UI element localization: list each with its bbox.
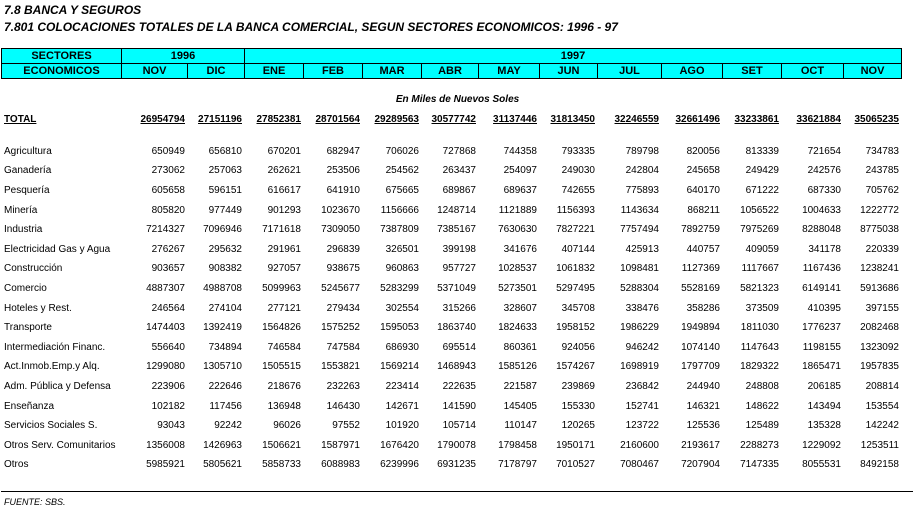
- row-value: 675665: [385, 184, 419, 196]
- row-value: 248808: [745, 380, 779, 392]
- row-value: 2193617: [681, 439, 720, 451]
- row-value: 977449: [208, 204, 242, 216]
- row-value: 8288048: [802, 224, 841, 236]
- row-value: 1238241: [860, 263, 899, 275]
- sector-row: [1, 338, 901, 358]
- row-value: 1776237: [802, 322, 841, 334]
- row-value: 35065235: [854, 113, 899, 125]
- row-value: 1143634: [620, 204, 659, 216]
- row-label: Enseñanza: [4, 400, 55, 412]
- row-value: 249030: [561, 165, 595, 177]
- sector-row: [1, 299, 901, 319]
- row-value: 1305710: [203, 361, 242, 373]
- row-value: 315266: [442, 302, 476, 314]
- row-value: 1074140: [681, 341, 720, 353]
- row-value: 5805621: [203, 459, 242, 471]
- header-month: DIC: [188, 64, 245, 79]
- row-value: 1587971: [321, 439, 360, 451]
- row-value: 1957835: [860, 361, 899, 373]
- row-value: 232263: [326, 380, 360, 392]
- row-value: 7080467: [620, 459, 659, 471]
- row-value: 1824633: [498, 322, 537, 334]
- row-value: 120265: [561, 420, 595, 432]
- row-value: 110147: [504, 420, 537, 432]
- row-value: 1569214: [380, 361, 419, 373]
- row-value: 960863: [385, 263, 419, 275]
- row-value: 117456: [209, 400, 242, 412]
- row-value: 302554: [385, 302, 419, 314]
- row-value: 410395: [807, 302, 841, 314]
- header-year-1996: 1996: [122, 49, 245, 64]
- row-value: 7178797: [498, 459, 537, 471]
- row-value: 152741: [625, 400, 659, 412]
- row-value: 296839: [326, 243, 360, 255]
- row-value: 239869: [561, 380, 595, 392]
- header-month: SET: [723, 64, 782, 79]
- row-value: 295632: [208, 243, 242, 255]
- row-value: 249429: [745, 165, 779, 177]
- row-value: 291961: [267, 243, 301, 255]
- row-value: 1505515: [262, 361, 301, 373]
- row-value: 616617: [267, 184, 301, 196]
- row-value: 1121889: [498, 204, 537, 216]
- row-value: 860361: [503, 341, 537, 353]
- row-value: 1028537: [498, 263, 537, 275]
- row-label: TOTAL: [4, 113, 37, 125]
- row-value: 97552: [332, 420, 360, 432]
- row-value: 1506621: [262, 439, 301, 451]
- sector-row: [1, 142, 901, 162]
- row-value: 254097: [503, 165, 537, 177]
- row-value: 1356008: [146, 439, 185, 451]
- row-value: 1564826: [262, 322, 301, 334]
- row-value: 223414: [385, 380, 419, 392]
- source-note: FUENTE: SBS.: [4, 497, 66, 507]
- row-value: 222646: [208, 380, 242, 392]
- row-value: 397155: [865, 302, 899, 314]
- sector-row: [1, 436, 901, 456]
- row-value: 1156666: [380, 204, 419, 216]
- row-value: 813339: [745, 145, 779, 157]
- row-value: 1829322: [740, 361, 779, 373]
- row-value: 32661496: [675, 113, 720, 125]
- row-label: Servicios Sociales S.: [4, 420, 98, 432]
- row-value: 218676: [267, 380, 301, 392]
- row-value: 407144: [561, 243, 595, 255]
- header-month: MAY: [479, 64, 540, 79]
- row-value: 31137446: [493, 113, 537, 125]
- row-value: 805820: [151, 204, 185, 216]
- row-value: 1949894: [681, 322, 720, 334]
- row-value: 373509: [745, 302, 779, 314]
- row-value: 1222772: [860, 204, 899, 216]
- row-value: 596151: [208, 184, 242, 196]
- row-value: 26954794: [140, 113, 185, 125]
- row-value: 605658: [151, 184, 185, 196]
- row-value: 125489: [745, 420, 779, 432]
- row-value: 1147643: [740, 341, 779, 353]
- row-value: 29289563: [374, 113, 419, 125]
- row-value: 1676420: [380, 439, 419, 451]
- table-title: 7.801 COLOCACIONES TOTALES DE LA BANCA COMERCIAL, SEGUN SECTORES ECONOMICOS: 1996 - 97: [4, 20, 618, 34]
- row-value: 1986229: [620, 322, 659, 334]
- row-label: Comercio: [4, 282, 47, 294]
- row-value: 425913: [625, 243, 659, 255]
- row-value: 908382: [208, 263, 242, 275]
- row-value: 789798: [625, 145, 659, 157]
- row-value: 222635: [442, 380, 476, 392]
- row-value: 242576: [807, 165, 841, 177]
- row-value: 4988708: [203, 282, 242, 294]
- section-title: 7.8 BANCA Y SEGUROS: [4, 3, 142, 17]
- row-value: 5273501: [498, 282, 537, 294]
- row-label: Electricidad Gas y Agua: [4, 243, 111, 255]
- row-value: 820056: [686, 145, 720, 157]
- sector-row: [1, 240, 901, 260]
- row-value: 123722: [625, 420, 659, 432]
- row-value: 1553821: [321, 361, 360, 373]
- row-value: 254562: [385, 165, 419, 177]
- row-value: 276267: [151, 243, 185, 255]
- header-table: [1, 48, 902, 79]
- row-value: 141590: [442, 400, 476, 412]
- row-value: 409059: [745, 243, 779, 255]
- row-value: 136948: [267, 400, 301, 412]
- row-value: 721654: [807, 145, 841, 157]
- row-value: 689637: [503, 184, 537, 196]
- row-value: 1474403: [146, 322, 185, 334]
- header-month: ENE: [245, 64, 304, 79]
- row-value: 262621: [267, 165, 301, 177]
- header-month: AGO: [662, 64, 723, 79]
- row-value: 5288304: [620, 282, 659, 294]
- row-label: Industria: [4, 224, 43, 236]
- row-value: 338476: [625, 302, 659, 314]
- header-month: MAR: [363, 64, 422, 79]
- header-month: OCT: [782, 64, 844, 79]
- row-value: 1863740: [437, 322, 476, 334]
- row-value: 1023670: [321, 204, 360, 216]
- header-month: NOV: [122, 64, 188, 79]
- row-value: 7010527: [556, 459, 595, 471]
- row-value: 274104: [208, 302, 242, 314]
- row-value: 640170: [686, 184, 720, 196]
- row-value: 243785: [865, 165, 899, 177]
- row-value: 5858733: [262, 459, 301, 471]
- row-value: 1574267: [556, 361, 595, 373]
- row-value: 7214327: [146, 224, 185, 236]
- row-value: 1098481: [620, 263, 659, 275]
- row-value: 734783: [865, 145, 899, 157]
- row-value: 7385167: [437, 224, 476, 236]
- row-value: 263437: [442, 165, 476, 177]
- row-value: 671222: [745, 184, 779, 196]
- row-value: 31813450: [550, 113, 595, 125]
- row-label: Minería: [4, 204, 38, 216]
- row-value: 125536: [686, 420, 720, 432]
- row-value: 2082468: [860, 322, 899, 334]
- row-value: 5371049: [437, 282, 476, 294]
- row-value: 5821323: [740, 282, 779, 294]
- row-value: 650949: [151, 145, 185, 157]
- row-value: 1426963: [203, 439, 242, 451]
- row-value: 1468943: [437, 361, 476, 373]
- row-value: 244940: [686, 380, 720, 392]
- row-value: 146430: [326, 400, 360, 412]
- row-value: 5913686: [860, 282, 899, 294]
- row-value: 440757: [686, 243, 720, 255]
- row-value: 705762: [865, 184, 899, 196]
- row-value: 5297495: [556, 282, 595, 294]
- row-value: 656810: [208, 145, 242, 157]
- row-value: 8055531: [802, 459, 841, 471]
- row-value: 1156393: [556, 204, 595, 216]
- row-value: 101920: [385, 420, 419, 432]
- row-value: 206185: [807, 380, 841, 392]
- sector-row: [1, 358, 901, 378]
- row-value: 1865471: [802, 361, 841, 373]
- row-value: 5099963: [262, 282, 301, 294]
- row-value: 7387809: [380, 224, 419, 236]
- row-value: 7827221: [556, 224, 595, 236]
- row-label: Otros Serv. Comunitarios: [4, 439, 116, 451]
- row-value: 744358: [503, 145, 537, 157]
- sector-row: [1, 456, 901, 476]
- row-value: 727868: [442, 145, 476, 157]
- row-value: 556640: [151, 341, 185, 353]
- row-label: Agricultura: [4, 145, 52, 157]
- header-month: NOV: [844, 64, 902, 79]
- row-value: 341676: [503, 243, 537, 255]
- row-value: 957727: [442, 263, 476, 275]
- row-value: 4887307: [146, 282, 185, 294]
- row-value: 746584: [267, 341, 301, 353]
- row-value: 208814: [865, 380, 899, 392]
- footer-rule: [1, 491, 913, 492]
- row-value: 345708: [561, 302, 595, 314]
- row-value: 868211: [687, 204, 720, 216]
- row-value: 1167436: [802, 263, 841, 275]
- row-value: 1056522: [740, 204, 779, 216]
- row-value: 734894: [208, 341, 242, 353]
- header-month: ABR: [422, 64, 479, 79]
- row-value: 7171618: [262, 224, 301, 236]
- row-value: 670201: [267, 145, 301, 157]
- row-value: 326501: [385, 243, 419, 255]
- row-value: 687330: [807, 184, 841, 196]
- row-value: 221587: [503, 380, 537, 392]
- row-value: 236842: [625, 380, 659, 392]
- row-value: 1958152: [556, 322, 595, 334]
- row-label: Construcción: [4, 263, 63, 275]
- row-value: 1004633: [802, 204, 841, 216]
- row-value: 747584: [326, 341, 360, 353]
- header-economicos: ECONOMICOS: [2, 64, 122, 79]
- row-value: 7309050: [321, 224, 360, 236]
- row-value: 6931235: [437, 459, 476, 471]
- header-year-1997: 1997: [245, 49, 902, 64]
- row-value: 273062: [151, 165, 185, 177]
- row-value: 245658: [686, 165, 720, 177]
- row-value: 220339: [865, 243, 899, 255]
- row-value: 1127369: [681, 263, 720, 275]
- row-value: 146321: [686, 400, 720, 412]
- row-value: 7630630: [498, 224, 537, 236]
- row-value: 7757494: [620, 224, 659, 236]
- row-value: 2160600: [620, 439, 659, 451]
- row-value: 92242: [214, 420, 242, 432]
- row-value: 1061832: [556, 263, 595, 275]
- row-value: 6239996: [380, 459, 419, 471]
- row-value: 742655: [561, 184, 595, 196]
- row-value: 148622: [745, 400, 779, 412]
- row-value: 7096946: [203, 224, 242, 236]
- row-value: 1790078: [437, 439, 476, 451]
- row-value: 686930: [385, 341, 419, 353]
- row-value: 27151196: [198, 113, 242, 125]
- row-value: 257063: [208, 165, 242, 177]
- row-value: 105714: [442, 420, 476, 432]
- row-label: Ganadería: [4, 165, 52, 177]
- row-value: 7975269: [740, 224, 779, 236]
- row-value: 328607: [503, 302, 537, 314]
- row-value: 2288273: [740, 439, 779, 451]
- row-value: 5528169: [681, 282, 720, 294]
- row-value: 1253511: [860, 439, 899, 451]
- row-value: 5283299: [380, 282, 419, 294]
- row-label: Transporte: [4, 322, 52, 334]
- row-value: 1117667: [741, 263, 779, 275]
- row-value: 1299080: [146, 361, 185, 373]
- row-value: 927057: [267, 263, 301, 275]
- row-value: 28701564: [315, 113, 360, 125]
- row-value: 1950171: [556, 439, 595, 451]
- row-label: Hoteles y Rest.: [4, 302, 72, 314]
- header-month: FEB: [304, 64, 363, 79]
- row-value: 7207904: [681, 459, 720, 471]
- row-value: 1797709: [681, 361, 720, 373]
- row-value: 33621884: [796, 113, 841, 125]
- row-value: 1585126: [498, 361, 537, 373]
- sector-row: [1, 181, 901, 201]
- spacer-row: [1, 128, 901, 142]
- row-value: 96026: [273, 420, 301, 432]
- row-value: 682947: [326, 145, 360, 157]
- row-value: 706026: [385, 145, 419, 157]
- row-value: 5985921: [146, 459, 185, 471]
- row-value: 1811030: [740, 322, 779, 334]
- row-value: 143494: [807, 400, 841, 412]
- row-value: 901293: [267, 204, 301, 216]
- row-value: 32246559: [614, 113, 659, 125]
- sector-row: [1, 397, 901, 417]
- row-value: 1798458: [498, 439, 537, 451]
- row-label: Otros: [4, 459, 29, 471]
- row-value: 27852381: [256, 113, 301, 125]
- total-row: [1, 111, 901, 128]
- row-value: 938675: [326, 263, 360, 275]
- row-value: 1229092: [802, 439, 841, 451]
- row-value: 924056: [561, 341, 595, 353]
- row-label: Act.Inmob.Emp.y Alq.: [4, 361, 100, 373]
- row-value: 155330: [561, 400, 595, 412]
- row-value: 689867: [442, 184, 476, 196]
- row-value: 1198155: [802, 341, 841, 353]
- row-value: 641910: [326, 184, 360, 196]
- row-label: Intermediación Financ.: [4, 341, 106, 353]
- row-value: 279434: [326, 302, 360, 314]
- row-value: 102182: [151, 400, 185, 412]
- row-value: 1698919: [620, 361, 659, 373]
- row-value: 1575252: [321, 322, 360, 334]
- sector-row: [1, 162, 901, 182]
- row-value: 8492158: [860, 459, 899, 471]
- row-value: 30577742: [431, 113, 476, 125]
- row-value: 793335: [561, 145, 595, 157]
- row-value: 145405: [503, 400, 537, 412]
- sector-row: [1, 220, 901, 240]
- row-value: 142242: [865, 420, 899, 432]
- row-value: 341178: [808, 243, 841, 255]
- row-value: 6088983: [321, 459, 360, 471]
- row-value: 1323092: [860, 341, 899, 353]
- row-value: 33233861: [734, 113, 779, 125]
- row-value: 93043: [157, 420, 185, 432]
- sector-row: [1, 318, 901, 338]
- row-value: 7892759: [681, 224, 720, 236]
- row-value: 5245677: [321, 282, 360, 294]
- row-value: 8775038: [860, 224, 899, 236]
- row-label: Adm. Pública y Defensa: [4, 380, 111, 392]
- header-sectores: SECTORES: [2, 49, 122, 64]
- header-month: JUN: [540, 64, 598, 79]
- row-value: 7147335: [740, 459, 779, 471]
- row-value: 903657: [151, 263, 185, 275]
- row-value: 358286: [686, 302, 720, 314]
- header-month: JUL: [598, 64, 662, 79]
- row-value: 946242: [625, 341, 659, 353]
- sector-row: [1, 201, 901, 221]
- row-value: 695514: [442, 341, 476, 353]
- sector-row: [1, 416, 901, 436]
- row-value: 1392419: [203, 322, 242, 334]
- row-value: 1248714: [437, 204, 476, 216]
- sector-row: [1, 279, 901, 299]
- row-value: 223906: [151, 380, 185, 392]
- row-value: 135328: [807, 420, 841, 432]
- row-value: 775893: [625, 184, 659, 196]
- row-value: 277121: [267, 302, 301, 314]
- sector-row: [1, 260, 901, 280]
- row-value: 153554: [865, 400, 899, 412]
- sector-row: [1, 377, 901, 397]
- row-value: 399198: [442, 243, 476, 255]
- row-value: 142671: [385, 400, 419, 412]
- row-value: 242804: [625, 165, 659, 177]
- row-value: 246564: [151, 302, 185, 314]
- unit-caption: En Miles de Nuevos Soles: [395, 94, 520, 105]
- row-value: 1595053: [380, 322, 419, 334]
- row-label: Pesquería: [4, 184, 50, 196]
- row-value: 6149141: [802, 282, 841, 294]
- data-table: [1, 111, 901, 475]
- row-value: 253506: [326, 165, 360, 177]
